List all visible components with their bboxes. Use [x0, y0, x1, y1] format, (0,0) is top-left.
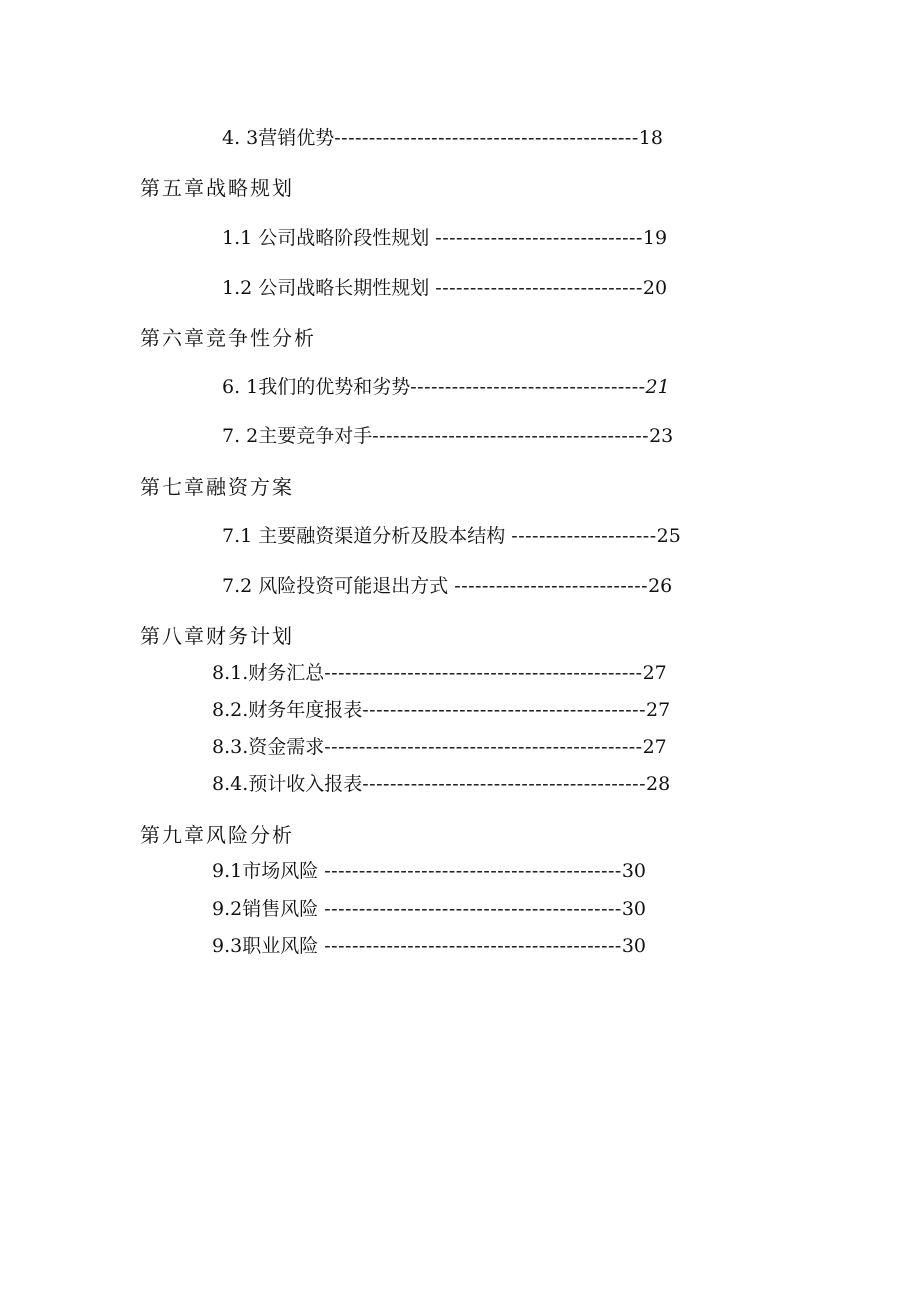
- entry-leader: -------------------------------------------: [324, 898, 622, 920]
- toc-entry-8-2: [212, 701, 670, 720]
- entry-leader: ----------------------------------------: [372, 425, 650, 447]
- entry-label: 7.2 风险投资可能退出方式: [222, 575, 455, 597]
- entry-page: 30: [621, 860, 647, 882]
- entry-page: 25: [656, 525, 681, 547]
- toc-entry-7-2: [222, 577, 672, 596]
- entry-page: 30: [621, 935, 647, 957]
- chapter-heading-8: 第八章财务计划: [140, 624, 294, 648]
- chapter-heading-5: 第五章战略规划: [140, 176, 294, 200]
- entry-label: 9.2销售风险: [212, 898, 325, 920]
- chapter-heading-9: 第九章风险分析: [140, 823, 294, 847]
- entry-page: 27: [642, 662, 667, 684]
- toc-entry-6-1: [222, 378, 670, 397]
- entry-label: 4. 3营销优势: [222, 127, 335, 149]
- entry-label: 6. 1我们的优势和劣势: [222, 376, 411, 398]
- entry-leader: ------------------------------: [435, 277, 643, 299]
- toc-entry-8-4: [212, 775, 670, 794]
- entry-page: 23: [649, 425, 674, 447]
- toc-entry-1-2: [222, 279, 667, 298]
- entry-leader: ----------------------------------------------: [324, 736, 643, 758]
- entry-label: 8.4.预计收入报表: [212, 773, 363, 795]
- entry-page: 20: [642, 277, 668, 299]
- entry-label: 8.2.财务年度报表: [212, 699, 363, 721]
- chapter-heading-6: 第六章竞争性分析: [140, 326, 316, 350]
- toc-entry-7-2-competitors: [222, 427, 673, 446]
- entry-label: 8.3.资金需求: [212, 736, 325, 758]
- entry-label: 9.3职业风险: [212, 935, 325, 957]
- entry-leader: -------------------------------------------: [324, 860, 622, 882]
- entry-page: 18: [638, 127, 663, 149]
- toc-entry-9-2: [212, 900, 646, 919]
- entry-page: 27: [642, 736, 667, 758]
- toc-entry-1-1: [222, 229, 667, 248]
- entry-label: 8.1.财务汇总: [212, 662, 325, 684]
- entry-leader: ----------------------------: [454, 575, 649, 597]
- chapter-heading-7: 第七章融资方案: [140, 475, 294, 499]
- entry-label: 9.1市场风险: [212, 860, 325, 882]
- entry-leader: -----------------------------------------: [362, 699, 646, 721]
- entry-page: 30: [621, 898, 647, 920]
- entry-leader: ----------------------------------------------: [324, 662, 643, 684]
- entry-page: 21: [645, 376, 670, 398]
- toc-entry-7-1: [222, 527, 681, 546]
- entry-leader: --------------------------------------------: [334, 127, 639, 149]
- entry-leader: ------------------------------: [435, 227, 643, 249]
- entry-label: 7.1 主要融资渠道分析及股本结构: [222, 525, 512, 547]
- entry-page: 27: [645, 699, 671, 721]
- toc-entry-4-3: [222, 129, 663, 148]
- toc-entry-9-3: [212, 937, 646, 956]
- entry-leader: -----------------------------------------: [362, 773, 646, 795]
- entry-page: 28: [645, 773, 671, 795]
- entry-leader: -------------------------------------------: [324, 935, 622, 957]
- entry-page: 26: [648, 575, 673, 597]
- toc-entry-9-1: [212, 862, 646, 881]
- toc-entry-8-3: [212, 738, 667, 757]
- entry-label: 1.1 公司战略阶段性规划: [222, 227, 436, 249]
- entry-page: 19: [642, 227, 668, 249]
- entry-leader: ----------------------------------: [410, 376, 646, 398]
- entry-label: 1.2 公司战略长期性规划: [222, 277, 436, 299]
- entry-label: 7. 2主要竞争对手: [222, 425, 373, 447]
- entry-leader: ---------------------: [511, 525, 657, 547]
- toc-entry-8-1: [212, 664, 667, 683]
